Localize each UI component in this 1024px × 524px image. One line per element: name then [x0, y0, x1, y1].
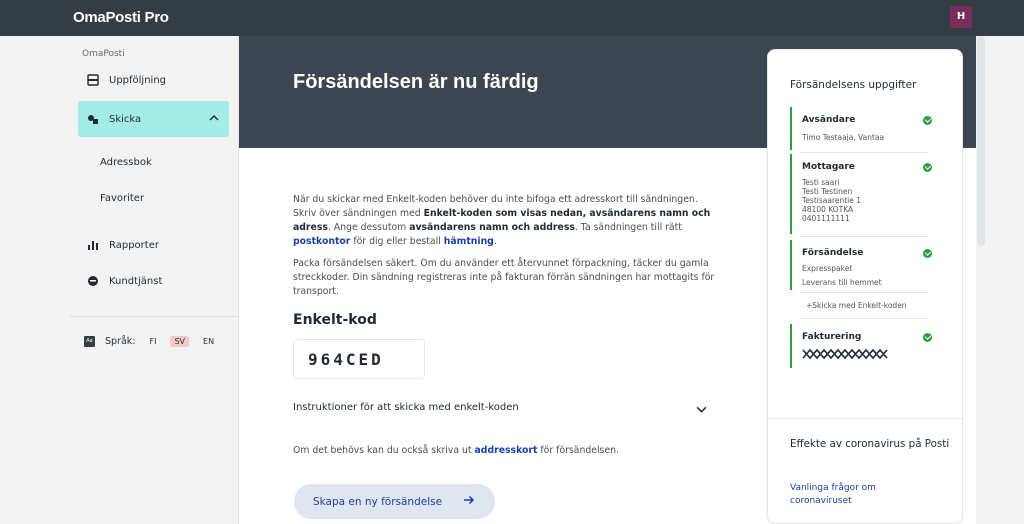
step-title: Avsändare [802, 115, 856, 125]
accordion-label: Instruktioner för att skicka med enkelt-koden [293, 402, 519, 413]
text: Om det behövs kan du också skriva ut [293, 445, 475, 456]
chevron-up-icon[interactable] [209, 113, 219, 126]
address-card-paragraph [293, 445, 619, 456]
step-line: Timo Testaaja, Vantaa [802, 133, 885, 142]
step-title: Fakturering [802, 332, 862, 342]
sidebar-subitem-adressbok[interactable]: Adressbok [100, 157, 152, 168]
shipment-summary-panel [767, 49, 963, 524]
sidebar-item-uppfoljning[interactable] [78, 62, 229, 98]
sidebar-divider [70, 316, 238, 317]
step-title: Mottagare [802, 162, 855, 172]
language-option-fi[interactable]: FI [149, 337, 157, 346]
step-line: 0401111111 [802, 214, 850, 223]
text: för dig eller bestall [350, 236, 444, 247]
instructions-paragraph [293, 193, 717, 249]
summary-step-billing [790, 324, 930, 368]
pickup-link[interactable]: hämtning [443, 236, 494, 247]
sidebar-item-rapporter[interactable] [78, 227, 229, 263]
tracking-icon [87, 74, 99, 86]
text: När du skickar med Enkelt-koden behöver du inte bifoga ett adresskort till sändningen. Skriv över sändningen med [293, 194, 698, 219]
instructions-accordion[interactable] [293, 402, 707, 422]
step-line: Testisaarentie 1 [802, 196, 862, 205]
sidebar-subitem-favoriter[interactable]: Favoriter [100, 193, 145, 204]
post-office-link[interactable]: postkontor [293, 236, 351, 247]
step-title: Försändelse [802, 248, 864, 258]
text-bold: Enkelt-koden som visas nedan, avsändarens namn och adress [293, 208, 711, 233]
summary-title: Försändelsens uppgifter [790, 79, 917, 91]
step-divider [800, 292, 928, 293]
shipment-extra-service: +Skicka med Enkelt-koden [806, 301, 907, 310]
panel-divider [768, 418, 962, 419]
step-line: Testi Testinen [802, 187, 853, 196]
sidebar-item-label: Kundtjänst [109, 275, 163, 287]
summary-step-sender [790, 107, 930, 150]
bar-chart-icon [87, 239, 99, 251]
check-icon [923, 249, 932, 258]
sidebar-item-label: Skicka [109, 113, 142, 125]
step-line: 48100 KOTKA [802, 205, 854, 214]
top-bar [0, 0, 1024, 36]
covid-heading: Effekte av coronavirus på Posti [790, 438, 950, 450]
sidebar-item-label: Rapporter [109, 239, 159, 251]
text: . [493, 236, 497, 247]
sidebar-section-label: OmaPosti [82, 49, 125, 59]
brand-logo[interactable]: OmaPosti Pro [73, 9, 169, 26]
chat-icon [87, 275, 99, 287]
step-line: Expresspaket [802, 264, 853, 273]
new-shipment-button[interactable] [294, 484, 495, 519]
step-line: Leverans till hemmet [802, 278, 882, 287]
user-avatar[interactable]: H [950, 6, 972, 28]
code-heading: Enkelt-kod [293, 312, 377, 328]
covid-faq-link[interactable]: Vanlinga frågor om coronaviruset [790, 483, 876, 506]
text: . Ange dessutom [327, 222, 410, 233]
scrollbar-thumb[interactable] [977, 36, 985, 246]
send-icon [87, 113, 99, 125]
check-icon [923, 116, 932, 125]
easy-code-value: 964CED [293, 339, 425, 379]
language-selector [84, 336, 218, 347]
step-divider [800, 152, 928, 153]
packing-paragraph: Packa försändelsen säkert. Om du använder ett återvunnet förpackning, täcker du gamla streckkoder. Din sändning registreras inte på fakturan förrän sändningen har mottagits för transport. [293, 258, 715, 297]
language-option-en[interactable]: EN [203, 337, 215, 346]
step-divider [800, 236, 928, 237]
language-icon: Aa [84, 336, 95, 347]
chevron-down-icon[interactable] [696, 404, 707, 418]
new-shipment-label: Skapa en ny försändelse [313, 495, 443, 508]
summary-step-recipient [790, 154, 930, 234]
sidebar-item-label: Uppföljning [109, 74, 167, 86]
text: . Ta sändningen till rätt [574, 222, 682, 233]
arrow-right-icon [463, 494, 475, 509]
check-icon [923, 163, 932, 172]
check-icon [923, 333, 932, 342]
step-line: Testi saari [802, 178, 840, 187]
language-label: Språk: [105, 336, 136, 347]
address-card-link[interactable]: addresskort [474, 445, 538, 456]
redacted-scribble [802, 348, 892, 360]
page-title: Försändelsen är nu färdig [293, 71, 539, 93]
sidebar [0, 36, 239, 524]
text: för försändelsen. [537, 445, 619, 456]
sidebar-item-skicka[interactable] [78, 101, 229, 137]
sidebar-item-kundtjanst[interactable] [78, 263, 229, 299]
scrollbar[interactable] [976, 36, 986, 524]
text-bold: avsändarens namn och address [409, 222, 575, 233]
summary-step-shipment [790, 240, 930, 290]
language-option-sv[interactable]: SV [170, 336, 189, 347]
step-divider [800, 318, 928, 319]
